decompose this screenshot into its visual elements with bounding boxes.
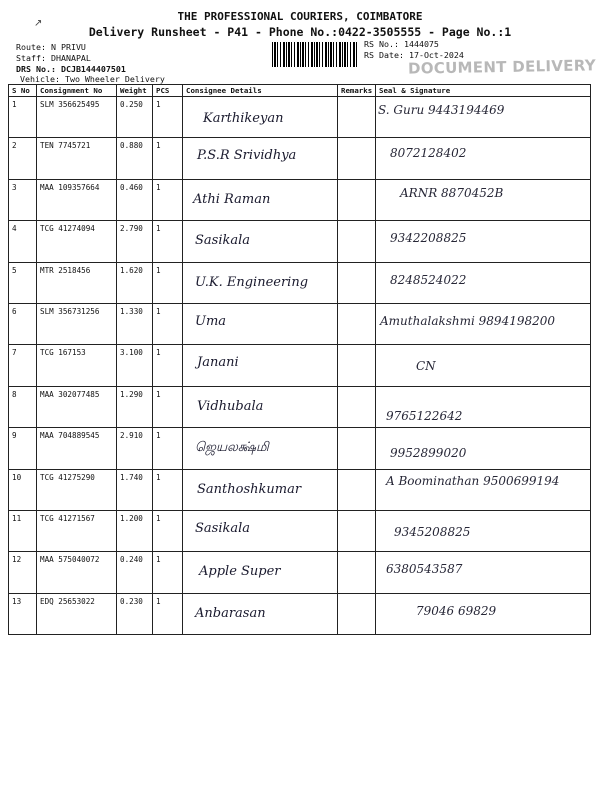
pcs-cell: 1 xyxy=(153,221,183,262)
signature-handwriting: 9952899020 xyxy=(390,446,467,461)
signature-handwriting: 9765122642 xyxy=(386,408,463,423)
consignment-number-cell: SLM 356625495 xyxy=(37,97,117,138)
consignee-handwriting: Anbarasan xyxy=(195,605,266,621)
consignee-cell xyxy=(183,510,338,551)
signature-handwriting: 6380543587 xyxy=(386,562,463,577)
serial-number-cell: 9 xyxy=(9,428,37,469)
pcs-cell: 1 xyxy=(153,345,183,386)
corner-mark: ↗ xyxy=(34,18,43,29)
consignee-handwriting: Janani xyxy=(197,355,239,371)
signature-cell xyxy=(376,97,591,138)
consignment-number-cell: TEN 7745721 xyxy=(37,138,117,179)
consignee-handwriting: P.S.R Srividhya xyxy=(197,148,297,164)
serial-number-cell: 3 xyxy=(9,179,37,220)
vehicle-label: Vehicle: Two Wheeler Delivery xyxy=(20,74,165,84)
table-row xyxy=(9,428,591,469)
table-row xyxy=(9,221,591,262)
consignment-number-cell: MTR 2518456 xyxy=(37,262,117,303)
remarks-cell xyxy=(338,179,376,220)
weight-cell: 1.290 xyxy=(117,386,153,427)
consignee-handwriting: U.K. Engineering xyxy=(195,274,309,290)
signature-handwriting: A Boominathan 9500699194 xyxy=(386,473,560,488)
signature-handwriting: ARNR 8870452B xyxy=(400,185,504,200)
serial-number-cell: 11 xyxy=(9,510,37,551)
signature-cell xyxy=(376,179,591,220)
runsheet-table xyxy=(8,84,591,635)
consignee-cell xyxy=(183,469,338,510)
col-header: Seal & Signature xyxy=(376,85,591,97)
remarks-cell xyxy=(338,593,376,634)
signature-handwriting: 8248524022 xyxy=(390,272,467,287)
table-row xyxy=(9,593,591,634)
consignee-handwriting: Karthikeyan xyxy=(203,111,284,126)
signature-handwriting: Amuthalakshmi 9894198200 xyxy=(380,313,556,328)
table-header-row xyxy=(9,85,591,97)
col-header: S No xyxy=(9,85,37,97)
col-header: Weight xyxy=(117,85,153,97)
consignment-number-cell: TCG 41274094 xyxy=(37,221,117,262)
consignee-handwriting: Uma xyxy=(195,313,227,329)
consignee-cell xyxy=(183,221,338,262)
serial-number-cell: 6 xyxy=(9,303,37,344)
consignee-cell xyxy=(183,552,338,593)
signature-handwriting: 8072128402 xyxy=(390,146,467,161)
signature-cell xyxy=(376,303,591,344)
col-header: Consignment No xyxy=(37,85,117,97)
consignee-cell xyxy=(183,428,338,469)
signature-cell xyxy=(376,469,591,510)
consignment-number-cell: SLM 356731256 xyxy=(37,303,117,344)
pcs-cell: 1 xyxy=(153,179,183,220)
weight-cell: 0.230 xyxy=(117,593,153,634)
table-row xyxy=(9,138,591,179)
pcs-cell: 1 xyxy=(153,469,183,510)
serial-number-cell: 13 xyxy=(9,593,37,634)
consignee-handwriting: Vidhubala xyxy=(197,398,264,414)
table-row xyxy=(9,97,591,138)
remarks-cell xyxy=(338,510,376,551)
signature-handwriting: CN xyxy=(416,359,436,374)
serial-number-cell: 12 xyxy=(9,552,37,593)
document-delivery-stamp: DOCUMENT DELIVERY xyxy=(407,56,597,78)
pcs-cell: 1 xyxy=(153,552,183,593)
remarks-cell xyxy=(338,303,376,344)
weight-cell: 2.910 xyxy=(117,428,153,469)
signature-cell xyxy=(376,345,591,386)
consignee-handwriting: Apple Super xyxy=(199,564,281,580)
consignment-number-cell: TCG 41275290 xyxy=(37,469,117,510)
staff-label: Staff: DHANAPAL xyxy=(16,53,91,63)
barcode xyxy=(272,42,358,67)
consignee-cell xyxy=(183,97,338,138)
consignment-number-cell: MAA 109357664 xyxy=(37,179,117,220)
signature-cell xyxy=(376,262,591,303)
consignee-cell xyxy=(183,138,338,179)
consignee-handwriting: Athi Raman xyxy=(193,191,271,207)
remarks-cell xyxy=(338,262,376,303)
pcs-cell: 1 xyxy=(153,593,183,634)
consignment-number-cell: MAA 575040072 xyxy=(37,552,117,593)
signature-cell xyxy=(376,386,591,427)
signature-cell xyxy=(376,138,591,179)
route-label: Route: N PRIVU xyxy=(16,42,86,52)
weight-cell: 1.200 xyxy=(117,510,153,551)
runsheet-title: Delivery Runsheet - P41 - Phone No.:0422-3505555 - Page No.:1 xyxy=(88,25,512,39)
table-row xyxy=(9,552,591,593)
consignee-cell xyxy=(183,386,338,427)
signature-handwriting: 79046 69829 xyxy=(416,603,497,618)
signature-handwriting: 9345208825 xyxy=(394,524,471,539)
serial-number-cell: 1 xyxy=(9,97,37,138)
pcs-cell: 1 xyxy=(153,510,183,551)
pcs-cell: 1 xyxy=(153,428,183,469)
rs-date: RS Date: 17-Oct-2024 xyxy=(364,50,464,60)
remarks-cell xyxy=(338,97,376,138)
remarks-cell xyxy=(338,345,376,386)
consignee-cell xyxy=(183,303,338,344)
serial-number-cell: 5 xyxy=(9,262,37,303)
table-row xyxy=(9,345,591,386)
pcs-cell: 1 xyxy=(153,303,183,344)
remarks-cell xyxy=(338,428,376,469)
col-header: Remarks xyxy=(338,85,376,97)
weight-cell: 2.790 xyxy=(117,221,153,262)
table-row xyxy=(9,179,591,220)
serial-number-cell: 4 xyxy=(9,221,37,262)
consignee-cell xyxy=(183,262,338,303)
consignee-handwriting: Sasikala xyxy=(195,520,251,536)
consignment-number-cell: TCG 41271567 xyxy=(37,510,117,551)
signature-cell xyxy=(376,428,591,469)
weight-cell: 0.460 xyxy=(117,179,153,220)
consignee-handwriting: ஜெயலக்ஷ்மி xyxy=(195,440,269,456)
remarks-cell xyxy=(338,221,376,262)
remarks-cell xyxy=(338,469,376,510)
consignment-number-cell: MAA 704889545 xyxy=(37,428,117,469)
weight-cell: 0.240 xyxy=(117,552,153,593)
pcs-cell: 1 xyxy=(153,386,183,427)
consignment-number-cell: EDQ 25653022 xyxy=(37,593,117,634)
remarks-cell xyxy=(338,386,376,427)
consignment-number-cell: TCG 167153 xyxy=(37,345,117,386)
col-header: Consignee Details xyxy=(183,85,338,97)
pcs-cell: 1 xyxy=(153,97,183,138)
serial-number-cell: 10 xyxy=(9,469,37,510)
remarks-cell xyxy=(338,552,376,593)
pcs-cell: 1 xyxy=(153,138,183,179)
pcs-cell: 1 xyxy=(153,262,183,303)
serial-number-cell: 7 xyxy=(9,345,37,386)
consignment-number-cell: MAA 302077485 xyxy=(37,386,117,427)
signature-cell xyxy=(376,221,591,262)
weight-cell: 1.330 xyxy=(117,303,153,344)
weight-cell: 3.100 xyxy=(117,345,153,386)
weight-cell: 0.880 xyxy=(117,138,153,179)
signature-cell xyxy=(376,593,591,634)
signature-handwriting: 9342208825 xyxy=(390,231,467,246)
consignee-handwriting: Santhoshkumar xyxy=(197,481,302,497)
table-row xyxy=(9,469,591,510)
consignee-cell xyxy=(183,593,338,634)
signature-cell xyxy=(376,510,591,551)
signature-cell xyxy=(376,552,591,593)
consignee-cell xyxy=(183,345,338,386)
signature-handwriting: S. Guru 9443194469 xyxy=(378,103,505,117)
weight-cell: 1.620 xyxy=(117,262,153,303)
drs-number: DRS No.: DCJB144407501 xyxy=(16,64,126,74)
table-row xyxy=(9,510,591,551)
consignee-cell xyxy=(183,179,338,220)
col-header: PCS xyxy=(153,85,183,97)
serial-number-cell: 8 xyxy=(9,386,37,427)
weight-cell: 0.250 xyxy=(117,97,153,138)
weight-cell: 1.740 xyxy=(117,469,153,510)
rs-number: RS No.: 1444075 xyxy=(364,39,439,49)
remarks-cell xyxy=(338,138,376,179)
table-row xyxy=(9,262,591,303)
table-row xyxy=(9,386,591,427)
serial-number-cell: 2 xyxy=(9,138,37,179)
consignee-handwriting: Sasikala xyxy=(195,233,251,249)
company-title: THE PROFESSIONAL COURIERS, COIMBATORE xyxy=(177,10,423,23)
table-row xyxy=(9,303,591,344)
